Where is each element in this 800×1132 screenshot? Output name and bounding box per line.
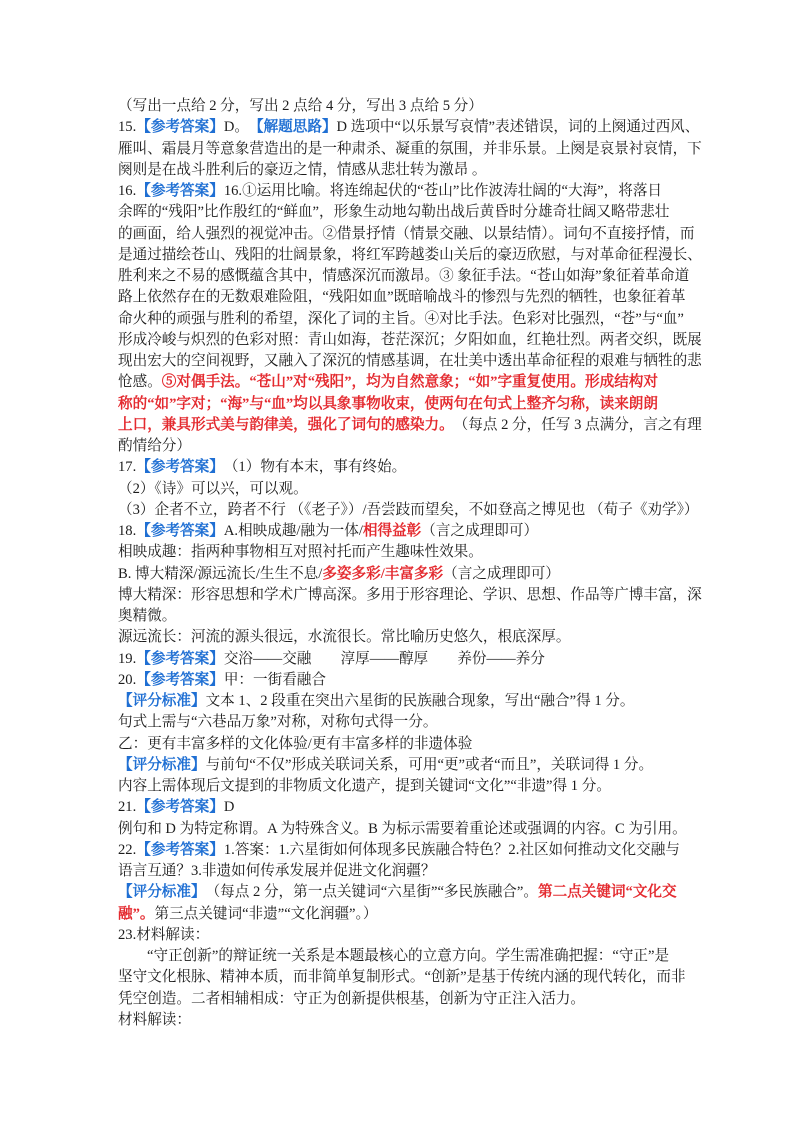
answer-text: 胜利来之不易的感慨蕴含其中，情感深沉而激昂。③ 象征手法。“苍山如海”象征着革命道 xyxy=(118,268,690,284)
q15-line xyxy=(118,160,758,181)
answer-label: 【参考答案】 xyxy=(136,841,224,858)
question-number: 15. xyxy=(118,119,137,136)
scoring-text: 句式上需与“六巷品万象”对称，对称句式得一分。 xyxy=(118,714,438,731)
paragraph-text: 坚守文化根脉、精神本质，而非简单复制形式。“创新”是基于传统内涵的现代转化，而非 xyxy=(118,969,686,986)
q23-line xyxy=(118,967,758,988)
q16-line xyxy=(118,415,758,436)
answer-text: （1）物有本末，事有终始。 xyxy=(223,459,407,476)
scoring-label: 【评分标准】 xyxy=(118,756,206,773)
q18-line xyxy=(118,585,758,606)
q20-line xyxy=(118,734,758,755)
q18-line xyxy=(118,606,758,627)
analysis-label: 【解题思路】 xyxy=(248,119,337,136)
q18-line xyxy=(118,542,758,563)
q22-line xyxy=(118,840,758,861)
q15-line xyxy=(118,117,758,138)
q16-line xyxy=(118,245,758,266)
q21-line xyxy=(118,797,758,818)
answer-text: 怆感。 xyxy=(118,374,162,391)
scoring-text: 与前句“不仅”形成关联词关系，可用“更”或者“而且”，关联词得 1 分。 xyxy=(205,756,654,773)
question-number: 17. xyxy=(118,459,137,476)
question-number: 21. xyxy=(118,799,137,816)
q16-line xyxy=(118,266,758,287)
scoring-label: 【评分标准】 xyxy=(118,884,206,901)
highlight-text: 上口，兼具形式美与韵律美，强化了词句的感染力。 xyxy=(118,416,454,433)
q18-line xyxy=(118,564,758,585)
highlight-text: 多姿多彩/丰富多彩 xyxy=(322,565,444,582)
answer-label: 【参考答案】 xyxy=(136,650,224,667)
answer-label: 【参考答案】 xyxy=(136,671,224,688)
q16-line xyxy=(118,181,758,202)
analysis-text: 雁叫、霜晨月等意象营造出的是一种肃杀、凝重的氛围，并非乐景。上阕是哀景衬哀情，下 xyxy=(118,140,702,157)
answer-text: 乙：更有丰富多样的文化体验/更有丰富多样的非遗体验 xyxy=(118,735,473,752)
q16-line xyxy=(118,351,758,372)
answer-text: 1.答案：1.六星街如何体现多民族融合特色？2.社区如何推动文化交融与 xyxy=(223,841,680,858)
answer-text: 交浴——交融 淳厚——醇厚 养份——养分 xyxy=(223,650,545,667)
q23-line xyxy=(118,989,758,1010)
answer-text: 甲：一街看融合 xyxy=(223,671,326,688)
analysis-text: 阕则是在战斗胜利后的豪迈之情，情感从悲壮转为激昂 。 xyxy=(118,161,487,178)
paragraph-text: “守正创新”的辩证统一关系是本题最核心的立意方向。学生需准确把握：“守正”是 xyxy=(147,948,670,964)
answer-text: 形成冷峻与炽烈的色彩对照：青山如海，苍茫深沉；夕阳如血，红艳壮烈。两者交织，既展 xyxy=(118,331,702,348)
answer-text: 的画面，给人强烈的视觉冲击。②借景抒情（情景交融、以景结情）。词句不直接抒情，而 xyxy=(118,225,695,242)
answer-text: B. 博大精深/源远流长/生生不息/ xyxy=(118,565,323,582)
q16-line xyxy=(118,202,758,223)
answer-text: 16.①运用比喻。将连绵起伏的“苍山”比作波涛壮阔的“大海”，将落日 xyxy=(223,183,663,199)
highlight-text: 融”。 xyxy=(118,905,155,922)
section-heading: 23.材料解读： xyxy=(118,926,210,943)
answer-text: 命火种的顽强与胜利的希望，深化了词的主旨。④对比手法。色彩对比强烈，“苍”与“血” xyxy=(118,310,684,327)
q23-line xyxy=(118,946,758,967)
q16-line xyxy=(118,394,758,415)
q16-line xyxy=(118,224,758,245)
q22-line xyxy=(118,904,758,925)
answer-text: 相映成趣：指两种事物相互对照衬托而产生趣味性效果。 xyxy=(118,544,483,561)
q16-line xyxy=(118,372,758,393)
answer-text: 奥精微。 xyxy=(118,608,177,624)
q20-line xyxy=(118,670,758,691)
q20-line xyxy=(118,755,758,776)
highlight-text: ⑤对偶手法。“苍山”对“残阳”，均为自然意象；“如”字重复使用。形成结构对 xyxy=(161,374,658,391)
question-number: 19. xyxy=(118,650,137,667)
answer-text: 现出宏大的空间视野，又融入了深沉的情感基调，在壮美中透出革命征程的艰难与牺牲的悲 xyxy=(118,353,702,369)
answer-text: 源远流长：河流的源头很远，水流很长。常比喻历史悠久，根底深厚。 xyxy=(118,629,571,646)
scoring-text: （每点 2 分，第一点关键词“六星街”“多民族融合”。 xyxy=(205,884,538,901)
q21-line xyxy=(118,819,758,840)
scoring-label: 【评分标准】 xyxy=(118,693,206,709)
answer-text: 博大精深：形容思想和学术广博高深。多用于形容理论、学识、思想、作品等广博丰富，深 xyxy=(118,586,702,603)
q16-line xyxy=(118,436,758,457)
answer-label: 【参考答案】 xyxy=(136,119,224,136)
q18-line xyxy=(118,627,758,648)
answer-text: （言之成理即可） xyxy=(421,523,539,539)
answer-text: （言之成理即可） xyxy=(443,565,560,582)
q23-line xyxy=(118,925,758,946)
q16-line xyxy=(118,287,758,308)
answer-text: 例句和 D 为特定称谓。A 为特殊含义。B 为标示需要着重论述或强调的内容。C 为引用。 xyxy=(118,820,687,837)
q19-line xyxy=(118,649,758,670)
highlight-text: 第二点关键词“文化交 xyxy=(537,884,677,901)
question-number: 22. xyxy=(118,841,137,858)
q17-line xyxy=(118,500,758,521)
answer-text: （3）企者不立，跨者不行 （《老子》）/吾尝跂而望矣，不如登高之博见也 （荀子《劝学》） xyxy=(118,501,699,518)
q20-line xyxy=(118,691,758,712)
q14-scoring-line xyxy=(118,96,758,117)
answer-text: 是通过描绘苍山、残阳的壮阔景象，将红军跨越娄山关后的豪迈欣慰，与对革命征程漫长、 xyxy=(118,246,702,263)
q20-line xyxy=(118,776,758,797)
question-number: 20. xyxy=(118,671,137,688)
answer-key-page xyxy=(118,96,758,1031)
scoring-text: 内容上需体现后文提到的非物质文化遗产，提到关键词“文化”“非遗”得 1 分。 xyxy=(118,778,611,794)
question-number: 16. xyxy=(118,183,137,199)
answer-label: 【参考答案】 xyxy=(136,459,224,476)
answer-text: （2）《诗》可以兴，可以观。 xyxy=(118,480,308,497)
highlight-text: 称的“如”字对；“海”与“血”均以具象事物收束，使两句在句式上整齐匀称，读来朗朗 xyxy=(118,395,658,412)
q16-line xyxy=(118,309,758,330)
answer-text: 路上依然存在的无数艰难险阻，“残阳如血”既暗喻战斗的惨烈与先烈的牺牲，也象征着革 xyxy=(118,289,686,306)
q15-line xyxy=(118,139,758,160)
question-number: 18. xyxy=(118,523,137,539)
q23-line xyxy=(118,1010,758,1031)
answer-text: 语言互通？3.非遗如何传承发展并促进文化润疆？ xyxy=(118,863,436,879)
q22-line xyxy=(118,861,758,882)
scoring-text: 第三点关键词“非遗”“文化润疆”。） xyxy=(154,905,378,922)
highlight-text: 相得益彰 xyxy=(362,523,422,539)
answer-text: 余晖的“残阳”比作殷红的“鲜血”，形象生动地勾勒出战后黄昏时分雄奇壮阔又略带悲壮 xyxy=(118,204,670,221)
q17-line xyxy=(118,479,758,500)
answer-label: 【参考答案】 xyxy=(136,183,224,199)
q22-line xyxy=(118,882,758,903)
answer-text: A.相映成趣/融为一体/ xyxy=(223,523,363,539)
q20-line xyxy=(118,712,758,733)
paragraph-text: 凭空创造。二者相辅相成：守正为创新提供根基，创新为守正注入活力。 xyxy=(118,990,586,1007)
q18-line xyxy=(118,521,758,542)
answer-choice: D。 xyxy=(223,119,249,136)
answer-label: 【参考答案】 xyxy=(136,523,224,539)
q17-line xyxy=(118,457,758,478)
analysis-text: D 选项中“以乐景写哀情”表述错误，词的上阕通过西风、 xyxy=(336,119,700,136)
scoring-note: 酌情给分） xyxy=(118,438,191,454)
scoring-note: （每点 2 分，任写 3 点满分，言之有理 xyxy=(453,416,702,433)
answer-label: 【参考答案】 xyxy=(136,799,224,816)
q16-line xyxy=(118,330,758,351)
scoring-text: 文本 1、2 段重在突出六星街的民族融合现象，写出“融合”得 1 分。 xyxy=(205,693,635,709)
answer-choice: D xyxy=(223,799,235,816)
section-heading: 材料解读： xyxy=(118,1011,191,1028)
scoring-note: （写出一点给 2 分，写出 2 点给 4 分，写出 3 点给 5 分） xyxy=(118,98,483,114)
